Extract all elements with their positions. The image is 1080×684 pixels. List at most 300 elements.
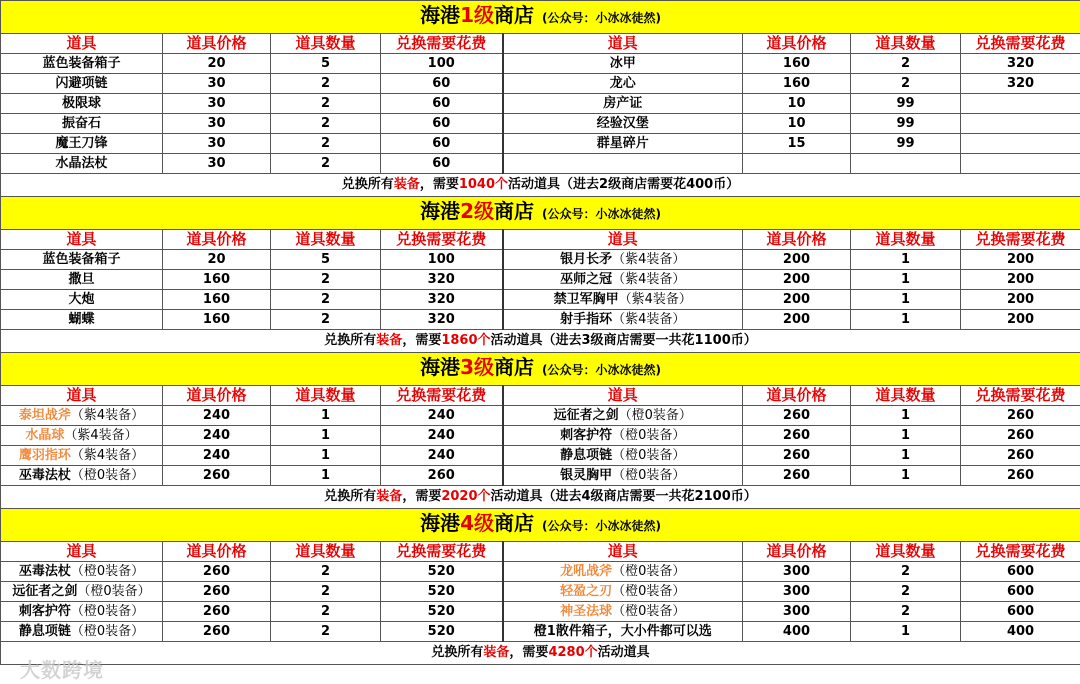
item-price: 30 bbox=[163, 94, 271, 114]
item-name: 鹰羽指环 bbox=[18, 448, 71, 463]
item-cost: 60 bbox=[381, 154, 503, 174]
item-name: 远征者之剑 bbox=[553, 408, 619, 423]
item-qty: 2 bbox=[271, 290, 381, 310]
column-header: 兑换需要花费 bbox=[381, 542, 503, 562]
item-cost: 320 bbox=[961, 54, 1080, 74]
column-header: 道具数量 bbox=[851, 34, 961, 54]
item-qty: 2 bbox=[271, 582, 381, 602]
shop-subtitle: (公众号：小冰冰徒然) bbox=[541, 363, 661, 377]
column-header: 道具价格 bbox=[163, 34, 271, 54]
item-name: 银月长矛 bbox=[560, 252, 613, 267]
item-name: 巫毒法杖 bbox=[18, 468, 71, 483]
item-cost: 200 bbox=[961, 270, 1080, 290]
item-name: 振奋石 bbox=[61, 116, 101, 131]
column-header: 道具 bbox=[503, 230, 743, 250]
summary-text: 兑换所有 bbox=[431, 645, 484, 660]
item-price: 260 bbox=[743, 406, 851, 426]
item-price: 260 bbox=[163, 622, 271, 642]
item-row bbox=[1, 562, 1080, 582]
item-name-cell bbox=[1, 466, 163, 486]
item-qty: 1 bbox=[271, 426, 381, 446]
item-price: 400 bbox=[743, 622, 851, 642]
shop-title-suffix: 商店 bbox=[493, 355, 534, 379]
item-qty: 2 bbox=[851, 74, 961, 94]
item-name-cell bbox=[1, 446, 163, 466]
item-name-cell bbox=[1, 562, 163, 582]
shop-title-level: 1级 bbox=[460, 3, 494, 27]
item-cost: 100 bbox=[381, 54, 503, 74]
column-header: 道具数量 bbox=[271, 230, 381, 250]
item-price: 30 bbox=[163, 154, 271, 174]
column-header: 兑换需要花费 bbox=[381, 34, 503, 54]
item-name-cell bbox=[503, 290, 743, 310]
item-grade-note: （紫4装备） bbox=[70, 448, 145, 463]
item-cost: 60 bbox=[381, 134, 503, 154]
column-header: 兑换需要花费 bbox=[961, 542, 1080, 562]
item-price: 10 bbox=[743, 94, 851, 114]
column-header: 兑换需要花费 bbox=[381, 386, 503, 406]
item-grade-note: （橙0装备） bbox=[612, 448, 686, 463]
item-name-cell bbox=[1, 270, 163, 290]
summary-highlight: 装备 bbox=[376, 489, 403, 504]
shop-title-level: 4级 bbox=[460, 511, 494, 535]
item-name: 水晶球 bbox=[25, 428, 65, 443]
item-grade-note: （紫4装备） bbox=[70, 408, 145, 423]
item-name: 经验汉堡 bbox=[596, 116, 649, 131]
item-cost: 240 bbox=[381, 406, 503, 426]
item-cost: 600 bbox=[961, 562, 1080, 582]
summary-highlight: 装备 bbox=[393, 177, 420, 192]
item-name: 群星碎片 bbox=[596, 136, 649, 151]
column-header: 道具 bbox=[1, 34, 163, 54]
item-cost bbox=[961, 94, 1080, 114]
item-price: 30 bbox=[163, 74, 271, 94]
item-name-cell bbox=[503, 466, 743, 486]
item-grade-note: （橙0装备） bbox=[77, 584, 151, 599]
item-cost: 520 bbox=[381, 602, 503, 622]
item-grade-note: （橙0装备） bbox=[70, 624, 145, 639]
shop-summary bbox=[1, 642, 1080, 665]
item-cost bbox=[961, 114, 1080, 134]
item-qty: 2 bbox=[851, 582, 961, 602]
item-name: 轻盈之刃 bbox=[560, 584, 613, 599]
item-cost: 520 bbox=[381, 582, 503, 602]
item-qty: 2 bbox=[851, 54, 961, 74]
column-header: 道具数量 bbox=[271, 542, 381, 562]
item-price: 240 bbox=[163, 426, 271, 446]
summary-highlight: 装备 bbox=[376, 333, 403, 348]
column-header: 道具价格 bbox=[163, 230, 271, 250]
summary-text: 活动道具（进去3级商店需要一共花1100币） bbox=[490, 333, 757, 348]
item-name-cell bbox=[1, 250, 163, 270]
shop-title-prefix: 海港 bbox=[420, 355, 461, 379]
item-cost: 600 bbox=[961, 602, 1080, 622]
item-name-cell bbox=[503, 582, 743, 602]
item-qty: 2 bbox=[271, 134, 381, 154]
item-row bbox=[1, 94, 1080, 114]
summary-text: ，需要 bbox=[402, 333, 442, 348]
item-cost: 320 bbox=[961, 74, 1080, 94]
item-name-cell bbox=[1, 602, 163, 622]
item-price: 30 bbox=[163, 134, 271, 154]
item-name: 巫毒法杖 bbox=[18, 564, 71, 579]
item-cost: 260 bbox=[961, 426, 1080, 446]
item-grade-note: （紫4装备） bbox=[612, 252, 686, 267]
summary-amount: 1860个 bbox=[441, 333, 491, 348]
column-header: 道具价格 bbox=[743, 542, 851, 562]
item-price: 10 bbox=[743, 114, 851, 134]
item-name: 禁卫军胸甲 bbox=[553, 292, 619, 307]
shop-summary-row bbox=[1, 330, 1080, 353]
item-qty: 99 bbox=[851, 94, 961, 114]
item-qty: 5 bbox=[271, 250, 381, 270]
summary-text: 活动道具（进去4级商店需要一共花2100币） bbox=[490, 489, 757, 504]
summary-amount: 1040个 bbox=[458, 177, 509, 192]
shop-title-level: 2级 bbox=[460, 199, 494, 223]
item-name-cell bbox=[1, 290, 163, 310]
item-qty: 99 bbox=[851, 134, 961, 154]
item-name-cell bbox=[503, 134, 743, 154]
item-cost: 240 bbox=[381, 446, 503, 466]
column-header: 道具价格 bbox=[163, 542, 271, 562]
shop-title-row bbox=[1, 1, 1080, 34]
column-header: 道具价格 bbox=[163, 386, 271, 406]
item-price: 160 bbox=[743, 54, 851, 74]
item-qty: 1 bbox=[851, 446, 961, 466]
item-name: 蝴蝶 bbox=[68, 312, 95, 327]
column-header: 道具 bbox=[503, 542, 743, 562]
item-name-cell bbox=[503, 446, 743, 466]
item-row bbox=[1, 54, 1080, 74]
item-price: 200 bbox=[743, 310, 851, 330]
item-qty bbox=[851, 154, 961, 174]
item-qty: 5 bbox=[271, 54, 381, 74]
item-row bbox=[1, 446, 1080, 466]
item-name-cell bbox=[1, 114, 163, 134]
item-price: 20 bbox=[163, 250, 271, 270]
column-header-row bbox=[1, 386, 1080, 406]
item-qty: 2 bbox=[271, 270, 381, 290]
item-name: 刺客护符 bbox=[18, 604, 71, 619]
item-qty: 2 bbox=[271, 310, 381, 330]
item-price: 300 bbox=[743, 602, 851, 622]
item-name-cell bbox=[503, 114, 743, 134]
column-header-row bbox=[1, 542, 1080, 562]
item-name: 大炮 bbox=[68, 292, 95, 307]
shop-title-prefix: 海港 bbox=[420, 511, 461, 535]
item-row bbox=[1, 602, 1080, 622]
item-price: 20 bbox=[163, 54, 271, 74]
item-name-cell bbox=[1, 74, 163, 94]
item-price: 160 bbox=[163, 310, 271, 330]
column-header: 道具数量 bbox=[851, 230, 961, 250]
item-qty: 1 bbox=[271, 466, 381, 486]
column-header: 道具 bbox=[503, 34, 743, 54]
item-name-cell bbox=[1, 310, 163, 330]
summary-text: 活动道具 bbox=[597, 645, 650, 660]
column-header: 道具价格 bbox=[743, 386, 851, 406]
item-name: 刺客护符 bbox=[560, 428, 613, 443]
column-header: 道具 bbox=[1, 386, 163, 406]
column-header: 道具价格 bbox=[743, 34, 851, 54]
item-qty: 99 bbox=[851, 114, 961, 134]
shop-title-row bbox=[1, 197, 1080, 230]
shop-title-prefix: 海港 bbox=[420, 199, 461, 223]
summary-highlight: 装备 bbox=[483, 645, 510, 660]
item-price: 260 bbox=[163, 602, 271, 622]
item-name-cell bbox=[503, 74, 743, 94]
item-price: 260 bbox=[743, 426, 851, 446]
column-header: 道具 bbox=[503, 386, 743, 406]
item-row bbox=[1, 154, 1080, 174]
summary-text: ，需要 bbox=[402, 489, 442, 504]
item-name-cell bbox=[503, 54, 743, 74]
item-name: 龙心 bbox=[609, 76, 636, 91]
item-cost: 320 bbox=[381, 290, 503, 310]
item-row bbox=[1, 270, 1080, 290]
item-cost: 200 bbox=[961, 310, 1080, 330]
item-qty: 2 bbox=[271, 74, 381, 94]
item-name: 闪避项链 bbox=[55, 76, 108, 91]
item-cost: 100 bbox=[381, 250, 503, 270]
item-qty: 1 bbox=[851, 426, 961, 446]
column-header: 兑换需要花费 bbox=[961, 386, 1080, 406]
column-header: 道具 bbox=[1, 230, 163, 250]
column-header-row bbox=[1, 230, 1080, 250]
item-cost: 260 bbox=[961, 446, 1080, 466]
item-qty: 2 bbox=[271, 562, 381, 582]
item-name: 冰甲 bbox=[609, 56, 636, 71]
item-name: 蓝色装备箱子 bbox=[42, 56, 121, 71]
item-price: 300 bbox=[743, 582, 851, 602]
item-price: 200 bbox=[743, 250, 851, 270]
item-row bbox=[1, 582, 1080, 602]
summary-text: 兑换所有 bbox=[324, 333, 377, 348]
item-price: 260 bbox=[163, 466, 271, 486]
column-header: 道具数量 bbox=[271, 34, 381, 54]
item-cost: 260 bbox=[961, 466, 1080, 486]
shop-title-level: 3级 bbox=[460, 355, 494, 379]
summary-amount: 4280个 bbox=[548, 645, 598, 660]
shop-title bbox=[1, 197, 1080, 230]
item-grade-note: （橙0装备） bbox=[70, 564, 145, 579]
item-grade-note: （橙0装备） bbox=[618, 408, 692, 423]
item-name: 极限球 bbox=[61, 96, 101, 111]
column-header: 兑换需要花费 bbox=[961, 34, 1080, 54]
item-cost: 260 bbox=[961, 406, 1080, 426]
summary-text: 兑换所有 bbox=[341, 177, 394, 192]
item-row bbox=[1, 250, 1080, 270]
item-name-cell bbox=[1, 94, 163, 114]
item-qty: 1 bbox=[851, 270, 961, 290]
item-grade-note: （橙0装备） bbox=[612, 468, 686, 483]
shop-title-suffix: 商店 bbox=[493, 199, 534, 223]
item-price: 30 bbox=[163, 114, 271, 134]
item-name: 远征者之剑 bbox=[12, 584, 78, 599]
item-cost: 200 bbox=[961, 290, 1080, 310]
column-header: 兑换需要花费 bbox=[961, 230, 1080, 250]
item-row bbox=[1, 406, 1080, 426]
item-qty: 2 bbox=[271, 94, 381, 114]
item-qty: 1 bbox=[851, 466, 961, 486]
summary-text: 活动道具（进去2级商店需要花400币） bbox=[508, 177, 740, 192]
item-grade-note: （橙0装备） bbox=[612, 428, 686, 443]
item-price bbox=[743, 154, 851, 174]
item-qty: 1 bbox=[851, 406, 961, 426]
item-qty: 2 bbox=[271, 114, 381, 134]
item-price: 260 bbox=[163, 582, 271, 602]
item-cost: 260 bbox=[381, 466, 503, 486]
item-name-cell bbox=[503, 94, 743, 114]
column-header: 道具数量 bbox=[851, 542, 961, 562]
item-name-cell bbox=[503, 426, 743, 446]
item-price: 160 bbox=[743, 74, 851, 94]
item-name: 撒旦 bbox=[68, 272, 95, 287]
item-name-cell bbox=[503, 562, 743, 582]
item-cost: 60 bbox=[381, 94, 503, 114]
column-header: 道具 bbox=[1, 542, 163, 562]
item-name: 龙吼战斧 bbox=[560, 564, 613, 579]
item-name-cell bbox=[503, 310, 743, 330]
item-name: 银灵胸甲 bbox=[560, 468, 613, 483]
item-name: 射手指环 bbox=[560, 312, 613, 327]
item-grade-note: （紫4装备） bbox=[64, 428, 138, 443]
column-header-row bbox=[1, 34, 1080, 54]
item-price: 160 bbox=[163, 290, 271, 310]
item-row bbox=[1, 114, 1080, 134]
shop-title-suffix: 商店 bbox=[493, 511, 534, 535]
watermark: 大数跨境 bbox=[20, 658, 104, 682]
item-cost: 60 bbox=[381, 74, 503, 94]
item-qty: 1 bbox=[851, 290, 961, 310]
summary-text: 兑换所有 bbox=[324, 489, 377, 504]
item-qty: 2 bbox=[851, 562, 961, 582]
column-header: 道具数量 bbox=[851, 386, 961, 406]
shop-summary-row bbox=[1, 486, 1080, 509]
shop-title-row bbox=[1, 509, 1080, 542]
item-cost: 400 bbox=[961, 622, 1080, 642]
shop-title bbox=[1, 509, 1080, 542]
item-qty: 2 bbox=[271, 622, 381, 642]
item-grade-note: （橙0装备） bbox=[612, 584, 686, 599]
shop-summary bbox=[1, 174, 1080, 197]
column-header: 道具价格 bbox=[743, 230, 851, 250]
item-qty: 2 bbox=[851, 602, 961, 622]
item-grade-note: （紫4装备） bbox=[612, 272, 686, 287]
shop-subtitle: (公众号：小冰冰徒然) bbox=[541, 207, 661, 221]
shop-title bbox=[1, 1, 1080, 34]
item-name-cell bbox=[1, 154, 163, 174]
item-name-cell bbox=[1, 426, 163, 446]
item-qty: 1 bbox=[271, 446, 381, 466]
item-cost: 240 bbox=[381, 426, 503, 446]
item-name: 静息项链 bbox=[560, 448, 613, 463]
item-qty: 2 bbox=[271, 154, 381, 174]
item-qty: 1 bbox=[851, 250, 961, 270]
item-name: 魔王刀锋 bbox=[55, 136, 108, 151]
shop-title-suffix: 商店 bbox=[493, 3, 534, 27]
shop-summary bbox=[1, 330, 1080, 353]
item-name: 蓝色装备箱子 bbox=[42, 252, 121, 267]
item-price: 240 bbox=[163, 406, 271, 426]
item-name-cell bbox=[1, 582, 163, 602]
item-price: 15 bbox=[743, 134, 851, 154]
shop-summary-row bbox=[1, 642, 1080, 665]
item-qty: 1 bbox=[851, 310, 961, 330]
item-row bbox=[1, 426, 1080, 446]
item-name: 水晶法杖 bbox=[55, 156, 108, 171]
item-grade-note: （橙0装备） bbox=[70, 604, 145, 619]
item-name-cell bbox=[1, 54, 163, 74]
item-name-cell bbox=[503, 406, 743, 426]
column-header: 道具数量 bbox=[271, 386, 381, 406]
item-name: 泰坦战斧 bbox=[18, 408, 71, 423]
shop-summary-row bbox=[1, 174, 1080, 197]
item-price: 260 bbox=[743, 446, 851, 466]
item-name-cell bbox=[503, 622, 743, 642]
summary-amount: 2020个 bbox=[441, 489, 491, 504]
item-cost: 320 bbox=[381, 270, 503, 290]
item-qty: 1 bbox=[851, 622, 961, 642]
item-name-cell bbox=[1, 134, 163, 154]
shop-subtitle: (公众号：小冰冰徒然) bbox=[541, 519, 661, 533]
item-row bbox=[1, 134, 1080, 154]
item-row bbox=[1, 622, 1080, 642]
item-name-cell bbox=[1, 622, 163, 642]
item-name: 橙1散件箱子，大小件都可以选 bbox=[533, 624, 712, 639]
item-row bbox=[1, 74, 1080, 94]
item-cost: 200 bbox=[961, 250, 1080, 270]
item-price: 160 bbox=[163, 270, 271, 290]
item-cost: 520 bbox=[381, 622, 503, 642]
item-price: 200 bbox=[743, 270, 851, 290]
item-name-cell bbox=[503, 250, 743, 270]
shop-title bbox=[1, 353, 1080, 386]
item-name: 神圣法球 bbox=[560, 604, 613, 619]
item-name-cell bbox=[503, 270, 743, 290]
shop-title-prefix: 海港 bbox=[420, 3, 461, 27]
item-cost: 320 bbox=[381, 310, 503, 330]
item-qty: 1 bbox=[271, 406, 381, 426]
item-cost: 60 bbox=[381, 114, 503, 134]
item-name: 静息项链 bbox=[18, 624, 71, 639]
item-cost bbox=[961, 154, 1080, 174]
item-row bbox=[1, 290, 1080, 310]
item-qty: 2 bbox=[271, 602, 381, 622]
item-grade-note: （橙0装备） bbox=[612, 564, 686, 579]
item-cost: 600 bbox=[961, 582, 1080, 602]
item-cost bbox=[961, 134, 1080, 154]
item-row bbox=[1, 466, 1080, 486]
shop-summary bbox=[1, 486, 1080, 509]
shop-subtitle: (公众号：小冰冰徒然) bbox=[541, 11, 661, 25]
summary-text: ，需要 bbox=[509, 645, 549, 660]
item-name-cell bbox=[503, 154, 743, 174]
item-grade-note: （橙0装备） bbox=[70, 468, 145, 483]
item-cost: 520 bbox=[381, 562, 503, 582]
item-name: 房产证 bbox=[603, 96, 643, 111]
item-price: 240 bbox=[163, 446, 271, 466]
item-grade-note: （紫4装备） bbox=[612, 312, 686, 327]
item-price: 200 bbox=[743, 290, 851, 310]
item-name: 巫师之冠 bbox=[560, 272, 613, 287]
shop-title-row bbox=[1, 353, 1080, 386]
item-grade-note: （紫4装备） bbox=[618, 292, 692, 307]
item-price: 300 bbox=[743, 562, 851, 582]
item-row bbox=[1, 310, 1080, 330]
item-name-cell bbox=[1, 406, 163, 426]
summary-text: ，需要 bbox=[419, 177, 459, 192]
